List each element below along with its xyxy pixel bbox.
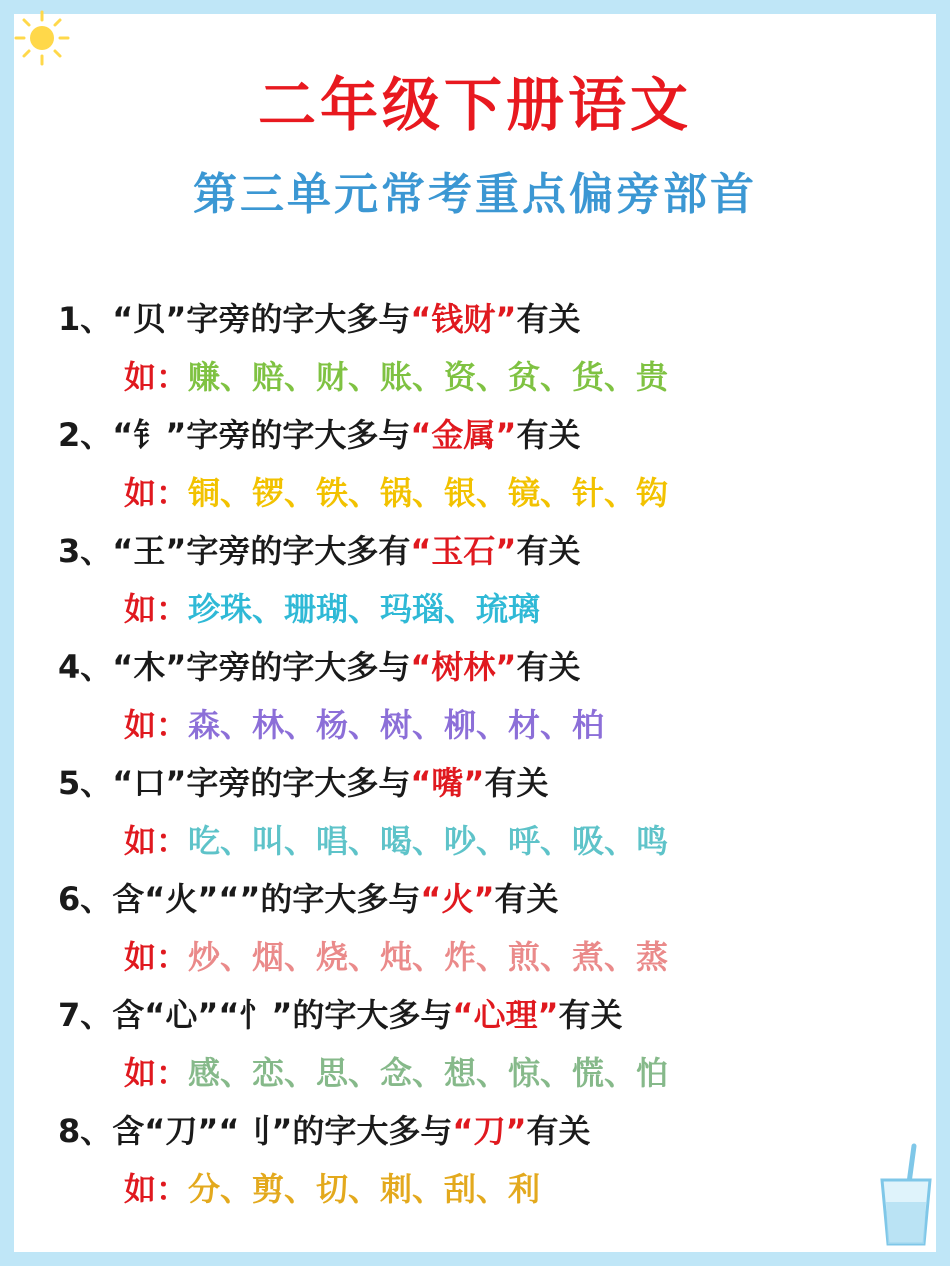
- rule-text: “王”字旁的字大多有: [112, 532, 411, 570]
- rule-number: 8、: [58, 1112, 113, 1150]
- rule-examples: [58, 1044, 918, 1102]
- rule-number: 3、: [58, 532, 113, 570]
- rule-item: [58, 638, 918, 754]
- rule-text: “钅”字旁的字大多与: [112, 416, 411, 454]
- rule-examples: [58, 812, 918, 870]
- rule-suffix: 有关: [526, 1112, 591, 1150]
- rule-item: [58, 522, 918, 638]
- rule-number: 2、: [58, 416, 113, 454]
- rule-examples: [58, 928, 918, 986]
- rule-item: [58, 986, 918, 1102]
- rule-text: 含“火”“”的字大多与: [112, 880, 421, 918]
- rule-suffix: 有关: [484, 764, 549, 802]
- rule-item: [58, 870, 918, 986]
- example-label: 如：: [124, 474, 189, 512]
- rule-category: “火”: [420, 880, 495, 918]
- rule-category: “心理”: [452, 996, 559, 1034]
- rule-item: [58, 1102, 918, 1218]
- example-label: 如：: [124, 1170, 189, 1208]
- rule-category: “玉石”: [410, 532, 517, 570]
- example-characters: 分、剪、切、刺、刮、利: [188, 1170, 541, 1208]
- example-characters: 吃、叫、唱、喝、吵、呼、吸、鸣: [188, 822, 669, 860]
- rule-suffix: 有关: [516, 416, 581, 454]
- rule-text: “贝”字旁的字大多与: [112, 300, 411, 338]
- rule-examples: [58, 1160, 918, 1218]
- rule-category: “树林”: [410, 648, 517, 686]
- rule-statement: [58, 522, 918, 580]
- example-characters: 珍珠、珊瑚、玛瑙、琉璃: [188, 590, 541, 628]
- rule-item: [58, 754, 918, 870]
- example-label: 如：: [124, 822, 189, 860]
- example-label: 如：: [124, 358, 189, 396]
- rule-examples: [58, 464, 918, 522]
- rule-statement: [58, 1102, 918, 1160]
- example-characters: 森、林、杨、树、柳、材、柏: [188, 706, 605, 744]
- example-characters: 感、恋、思、念、想、惊、慌、怕: [188, 1054, 669, 1092]
- rule-item: [58, 406, 918, 522]
- rule-statement: [58, 290, 918, 348]
- rule-examples: [58, 696, 918, 754]
- example-label: 如：: [124, 590, 189, 628]
- rule-number: 1、: [58, 300, 113, 338]
- rule-statement: [58, 638, 918, 696]
- rule-statement: [58, 986, 918, 1044]
- rule-examples: [58, 580, 918, 638]
- rule-number: 6、: [58, 880, 113, 918]
- rule-statement: [58, 870, 918, 928]
- rule-suffix: 有关: [516, 532, 581, 570]
- example-characters: 赚、赔、财、账、资、贫、货、贵: [188, 358, 669, 396]
- example-characters: 铜、锣、铁、锅、银、镜、针、钩: [188, 474, 669, 512]
- rule-item: [58, 290, 918, 406]
- rule-category: “刀”: [452, 1112, 527, 1150]
- example-label: 如：: [124, 938, 189, 976]
- rule-text: “木”字旁的字大多与: [112, 648, 411, 686]
- rule-suffix: 有关: [494, 880, 559, 918]
- example-label: 如：: [124, 706, 189, 744]
- rule-text: 含“刀”“刂”的字大多与: [112, 1112, 453, 1150]
- rule-number: 4、: [58, 648, 113, 686]
- rule-category: “嘴”: [410, 764, 485, 802]
- page-title: 二年级下册语文: [257, 71, 692, 139]
- rule-number: 7、: [58, 996, 113, 1034]
- rule-number: 5、: [58, 764, 113, 802]
- example-label: 如：: [124, 1054, 189, 1092]
- rule-text: “口”字旁的字大多与: [112, 764, 411, 802]
- radical-rules-list: [58, 290, 918, 1218]
- rule-suffix: 有关: [516, 300, 581, 338]
- page-subtitle: 第三单元常考重点偏旁部首: [193, 169, 757, 220]
- rule-statement: [58, 754, 918, 812]
- rule-text: 含“心”“忄”的字大多与: [112, 996, 453, 1034]
- rule-suffix: 有关: [516, 648, 581, 686]
- rule-suffix: 有关: [558, 996, 623, 1034]
- rule-examples: [58, 348, 918, 406]
- rule-statement: [58, 406, 918, 464]
- rule-category: “钱财”: [410, 300, 517, 338]
- example-characters: 炒、烟、烧、炖、炸、煎、煮、蒸: [188, 938, 669, 976]
- rule-category: “金属”: [410, 416, 517, 454]
